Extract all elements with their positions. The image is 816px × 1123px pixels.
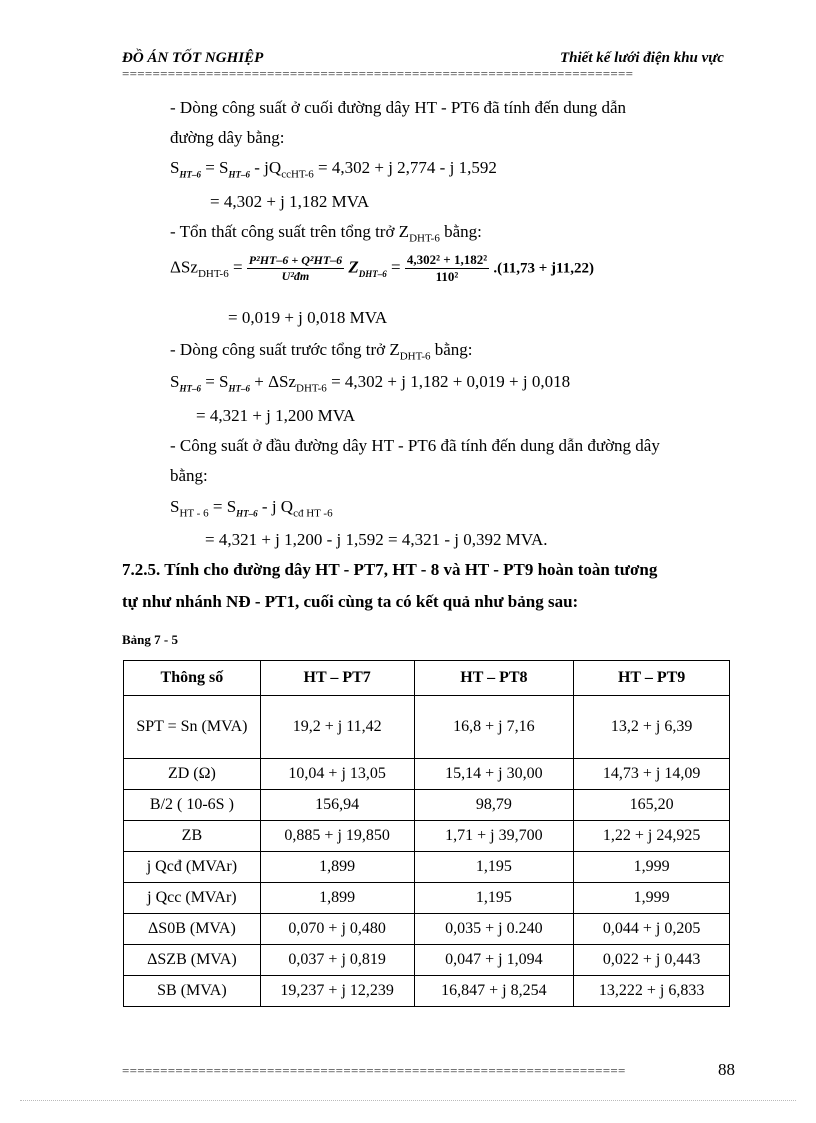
equation-4-result: = 4,321 + j 1,200 - j 1,592 = 4,321 - j 0,392 MVA. (205, 530, 548, 549)
table-row (124, 696, 730, 759)
table-header-cell: HT – PT8 (414, 661, 574, 696)
value-cell: 1,999 (574, 883, 730, 914)
results-table (123, 660, 730, 1007)
equation-1-result: = 4,302 + j 1,182 MVA (210, 192, 370, 211)
header-right: Thiết kế lưới điện khu vực (560, 50, 724, 66)
section-heading-line-2: tự như nhánh NĐ - PT1, cuối cùng ta có kết quả như bảng sau: (122, 592, 579, 611)
header-rule: =================================================================== (122, 66, 634, 81)
value-cell: 1,195 (414, 852, 574, 883)
param-cell: ZB (124, 821, 261, 852)
value-cell: 13,2 + j 6,39 (574, 696, 730, 759)
para-2: - Tổn thất công suất trên tổng trở $Z_{DHT-6}$ bằng: (170, 222, 482, 245)
value-cell: 19,2 + j 11,42 (260, 696, 414, 759)
equation-3-result: = 4,321 + j 1,200 MVA (196, 406, 356, 425)
param-cell: B/2 ( 10-6S ) (124, 790, 261, 821)
footer-rule: ================================================================== (122, 1063, 626, 1078)
value-cell: 98,79 (414, 790, 574, 821)
value-cell: 16,8 + j 7,16 (414, 696, 574, 759)
table-row (124, 945, 730, 976)
equation-3: $S_{HT-6} = S_{HT-6} + \Delta Sz_{DHT-6} = 4,302 + j$ 1,182 + 0,019 + j 0,018 (170, 372, 571, 395)
table-row (124, 759, 730, 790)
value-cell: 1,899 (260, 852, 414, 883)
value-cell: 0,022 + j 0,443 (574, 945, 730, 976)
value-cell: 1,195 (414, 883, 574, 914)
value-cell: 10,04 + j 13,05 (260, 759, 414, 790)
equation-2-result: = 0,019 + j 0,018 MVA (228, 308, 388, 327)
value-cell: 13,222 + j 6,833 (574, 976, 730, 1007)
table-header-cell: HT – PT9 (574, 661, 730, 696)
table-row (124, 914, 730, 945)
param-cell: ΔS0B (MVA) (124, 914, 261, 945)
section-heading-line-1: 7.2.5. Tính cho đường dây HT - PT7, HT - 8 và HT - PT9 hoàn toàn tương (122, 560, 658, 579)
value-cell: 19,237 + j 12,239 (260, 976, 414, 1007)
para-1-line-1: - Dòng công suất ở cuối đường dây HT - PT6 đã tính đến dung dẫn (170, 98, 627, 117)
value-cell: 1,22 + j 24,925 (574, 821, 730, 852)
table-caption: Bảng 7 - 5 (122, 632, 178, 647)
value-cell: 0,037 + j 0,819 (260, 945, 414, 976)
value-cell: 0,035 + j 0.240 (414, 914, 574, 945)
table-header-cell: Thông số (124, 661, 261, 696)
header-left: ĐỒ ÁN TỐT NGHIỆP (122, 50, 264, 66)
value-cell: 1,899 (260, 883, 414, 914)
value-cell: 1,999 (574, 852, 730, 883)
value-cell: 0,885 + j 19,850 (260, 821, 414, 852)
table-row (124, 883, 730, 914)
value-cell: 0,070 + j 0,480 (260, 914, 414, 945)
param-cell: ΔSZB (MVA) (124, 945, 261, 976)
table-row (124, 852, 730, 883)
page-number: 88 (718, 1060, 735, 1079)
value-cell: 14,73 + j 14,09 (574, 759, 730, 790)
value-cell: 165,20 (574, 790, 730, 821)
para-4-line-2: bằng: (170, 466, 208, 485)
para-1-line-2: đường dây bằng: (170, 128, 285, 147)
para-3: - Dòng công suất trước tổng trở $Z_{DHT-6}$ bằng: (170, 340, 473, 363)
value-cell: 1,71 + j 39,700 (414, 821, 574, 852)
value-cell: 0,047 + j 1,094 (414, 945, 574, 976)
param-cell: SB (MVA) (124, 976, 261, 1007)
equation-2: ΔSz$_{DHT-6}$ = $\frac{\text{P²HT–6 + Q²HT–6}}{\text{U²đm}}$ $Z_{DHT-6}$ = $\frac{\text{4,302² + 1,182²}}{\text{110²}}$ .(11,73 + j11,22) (170, 252, 594, 284)
value-cell: 16,847 + j 8,254 (414, 976, 574, 1007)
param-cell: SPT = Sn (MVA) (124, 696, 261, 759)
param-cell: ZD (Ω) (124, 759, 261, 790)
param-cell: j Qcđ (MVAr) (124, 852, 261, 883)
equation-4: $S_{HT - 6} = S_{HT-6} - j$ $Q_{cđ HT -6}$ (170, 497, 333, 520)
table-header-row (124, 661, 730, 696)
value-cell: 15,14 + j 30,00 (414, 759, 574, 790)
table-row (124, 821, 730, 852)
page-bottom-divider (20, 1100, 796, 1101)
param-cell: j Qcc (MVAr) (124, 883, 261, 914)
table-header-cell: HT – PT7 (260, 661, 414, 696)
table-row (124, 976, 730, 1007)
value-cell: 0,044 + j 0,205 (574, 914, 730, 945)
equation-1: $S_{HT-6} = S_{HT-6} - jQ_{ccHT-6} = 4,302 + j$ 2,774 - j 1,592 (170, 158, 497, 181)
table-row (124, 790, 730, 821)
para-4-line-1: - Công suất ở đầu đường dây HT - PT6 đã tính đến dung dẫn đường dây (170, 436, 660, 455)
value-cell: 156,94 (260, 790, 414, 821)
